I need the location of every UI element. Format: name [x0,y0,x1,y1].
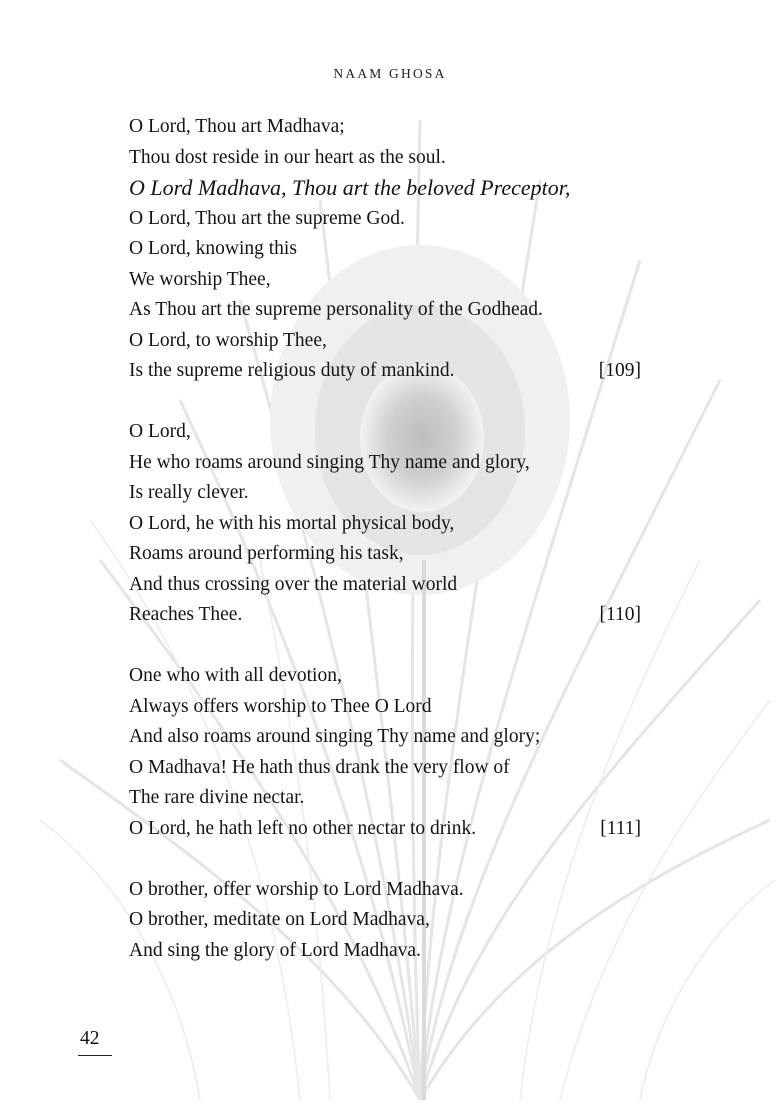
poem-line: The rare divine nectar. [129,787,305,808]
poem-line: Always offers worship to Thee O Lord [129,695,432,717]
poem-line: Roams around performing his task, [129,543,404,564]
poem-line: O Lord, knowing this [129,238,297,259]
stanza-break [129,844,641,875]
poem-line: O Lord, [129,421,191,442]
poem-line: O Lord, Thou art the supreme God. [129,207,405,229]
poem-line: And also roams around singing Thy name and glory; [129,726,541,747]
poem-line: We worship Thee, [129,268,271,290]
poem-line-last [129,356,641,387]
stanza-break [129,387,641,418]
poem-line-text: Reaches Thee. [129,604,243,625]
poem-line: O Lord, Thou art Madhava; [129,116,345,137]
poem-line: Is really clever. [129,482,249,503]
poem-line-emphasized: O Lord Madhava, Thou art the beloved Preceptor, [129,175,571,200]
poem-line: He who roams around singing Thy name and glory, [129,451,530,473]
poem-line-text: O Lord, he hath left no other nectar to drink. [129,817,477,839]
poem-line: One who with all devotion, [129,665,342,686]
page-number-rule [78,1055,112,1056]
poem-line: O brother, meditate on Lord Madhava, [129,909,430,930]
running-header: NAAM GHOSA [333,66,447,81]
poem-line: O Lord, he with his mortal physical body, [129,512,455,534]
poem-line: Thou dost reside in our heart as the soul. [129,146,446,168]
poem-body [129,112,641,966]
poem-line-last [129,600,641,631]
poem-line-last [129,814,641,845]
poem-line: O brother, offer worship to Lord Madhava. [129,878,464,900]
verse-number: [111] [600,817,641,839]
page-number: 42 [80,1028,100,1049]
poem-line: And sing the glory of Lord Madhava. [129,939,421,961]
poem-line: And thus crossing over the material world [129,573,458,595]
stanza-break [129,631,641,662]
poem-line: As Thou art the supreme personality of the Godhead. [129,299,543,320]
poem-line-text: Is the supreme religious duty of mankind. [129,360,455,381]
verse-number: [109] [598,360,641,381]
poem-line: O Lord, to worship Thee, [129,329,327,351]
verse-number: [110] [599,604,641,625]
poem-line: O Madhava! He hath thus drank the very flow of [129,756,510,778]
